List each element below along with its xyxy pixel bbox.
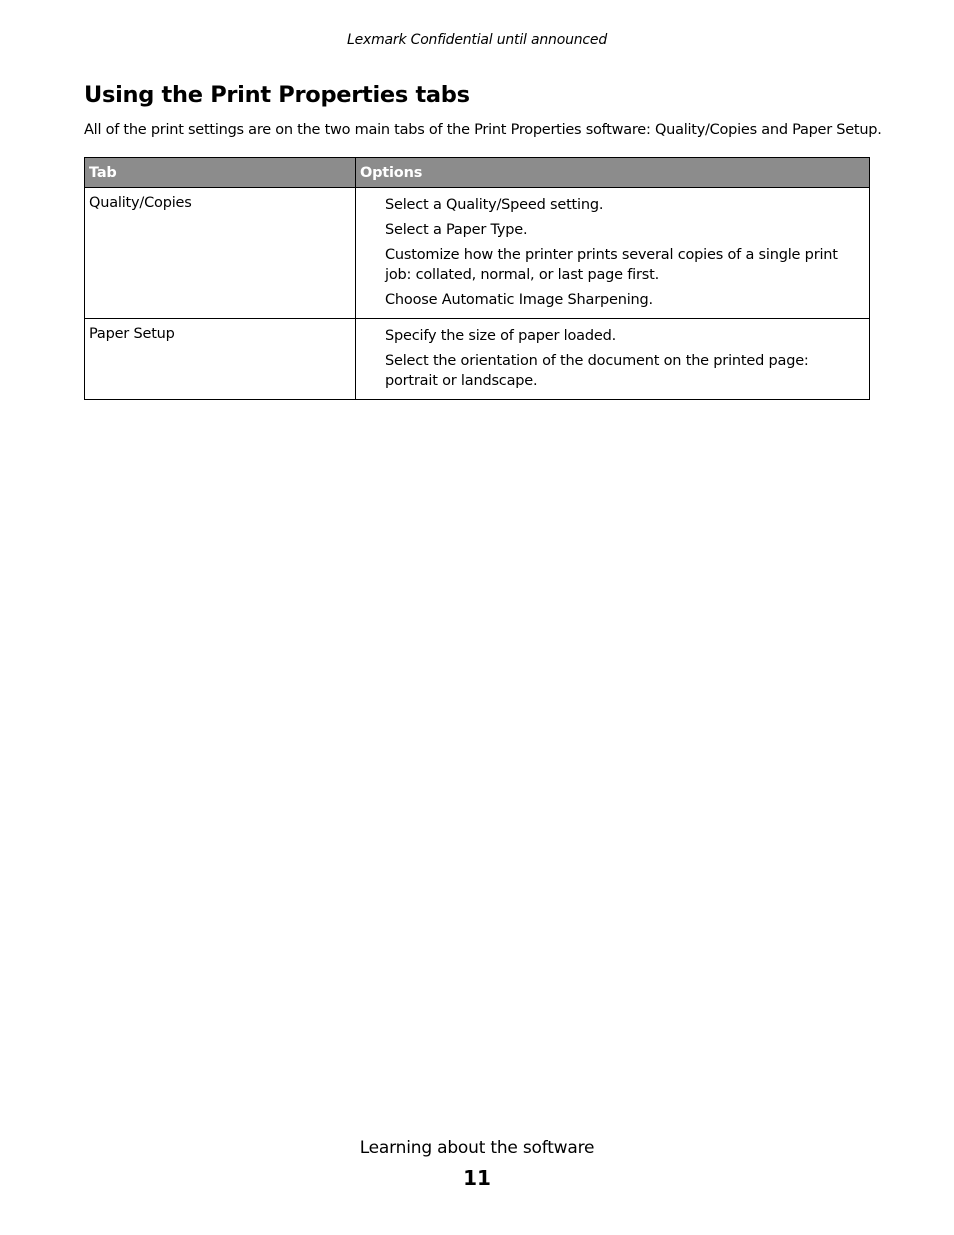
print-properties-table (84, 157, 870, 400)
page-title: Using the Print Properties tabs (84, 82, 470, 108)
page-number: 11 (463, 1166, 491, 1190)
list-item: Select a Quality/Speed setting. (385, 197, 604, 213)
footer-section-title: Learning about the software (359, 1138, 595, 1158)
tab-name: Quality/Copies (89, 195, 192, 211)
table-row (85, 188, 870, 319)
intro-paragraph: All of the print settings are on the two main tabs of the Print Properties software: Quality/Copies and Paper Setup. (84, 122, 882, 138)
list-item: Choose Automatic Image Sharpening. (385, 292, 653, 308)
options-list (356, 319, 869, 399)
options-cell (356, 188, 870, 319)
options-cell (356, 319, 870, 400)
options-list (356, 188, 869, 318)
column-header-tab: Tab (85, 158, 356, 188)
tab-name: Paper Setup (89, 326, 175, 342)
list-item: Specify the size of paper loaded. (385, 328, 616, 344)
tab-cell (85, 188, 356, 319)
column-header-options: Options (356, 158, 870, 188)
confidential-note: Lexmark Confidential until announced (346, 32, 608, 48)
tab-cell (85, 319, 356, 400)
list-item: Customize how the printer prints several copies of a single print job: collated, normal, or last page first. (385, 247, 838, 283)
table-header-row (85, 158, 870, 188)
list-item: Select a Paper Type. (385, 222, 528, 238)
table-row (85, 319, 870, 400)
list-item: Select the orientation of the document on the printed page: portrait or landscape. (385, 353, 809, 389)
